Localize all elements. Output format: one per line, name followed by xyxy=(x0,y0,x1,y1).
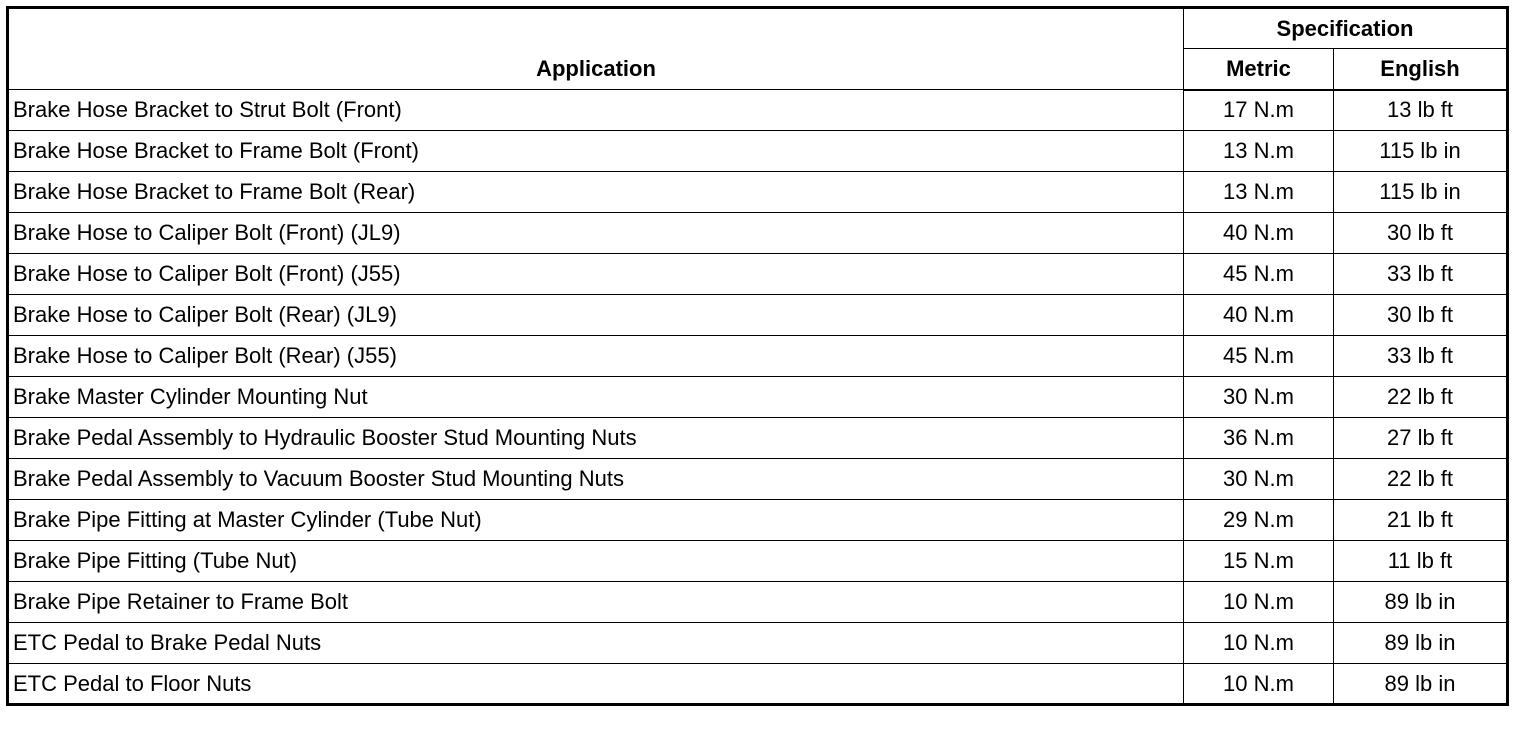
application-cell: Brake Hose to Caliper Bolt (Rear) (J55) xyxy=(8,336,1184,377)
application-cell: Brake Pipe Fitting (Tube Nut) xyxy=(8,541,1184,582)
english-cell: 89 lb in xyxy=(1334,664,1508,705)
english-cell: 30 lb ft xyxy=(1334,213,1508,254)
torque-spec-table xyxy=(6,6,1509,706)
specification-column-header: Specification xyxy=(1184,8,1508,49)
table-body xyxy=(8,90,1508,705)
application-cell: ETC Pedal to Floor Nuts xyxy=(8,664,1184,705)
english-cell: 27 lb ft xyxy=(1334,418,1508,459)
english-cell: 11 lb ft xyxy=(1334,541,1508,582)
metric-cell: 10 N.m xyxy=(1184,623,1334,664)
application-cell: Brake Hose Bracket to Frame Bolt (Rear) xyxy=(8,172,1184,213)
application-cell: Brake Hose Bracket to Frame Bolt (Front) xyxy=(8,131,1184,172)
metric-cell: 45 N.m xyxy=(1184,254,1334,295)
table-row xyxy=(8,541,1508,582)
english-cell: 89 lb in xyxy=(1334,582,1508,623)
application-cell: Brake Hose to Caliper Bolt (Rear) (JL9) xyxy=(8,295,1184,336)
application-cell: Brake Pedal Assembly to Hydraulic Booster Stud Mounting Nuts xyxy=(8,418,1184,459)
metric-cell: 13 N.m xyxy=(1184,172,1334,213)
metric-cell: 40 N.m xyxy=(1184,213,1334,254)
metric-cell: 10 N.m xyxy=(1184,664,1334,705)
table-row xyxy=(8,664,1508,705)
metric-cell: 29 N.m xyxy=(1184,500,1334,541)
english-cell: 13 lb ft xyxy=(1334,90,1508,131)
english-cell: 33 lb ft xyxy=(1334,254,1508,295)
table-row xyxy=(8,172,1508,213)
application-cell: Brake Pipe Retainer to Frame Bolt xyxy=(8,582,1184,623)
table-row xyxy=(8,336,1508,377)
table-row xyxy=(8,90,1508,131)
application-cell: Brake Hose to Caliper Bolt (Front) (JL9) xyxy=(8,213,1184,254)
table-row xyxy=(8,582,1508,623)
table-row xyxy=(8,459,1508,500)
application-cell: ETC Pedal to Brake Pedal Nuts xyxy=(8,623,1184,664)
metric-cell: 13 N.m xyxy=(1184,131,1334,172)
table-row xyxy=(8,213,1508,254)
english-cell: 22 lb ft xyxy=(1334,459,1508,500)
application-cell: Brake Hose to Caliper Bolt (Front) (J55) xyxy=(8,254,1184,295)
english-cell: 33 lb ft xyxy=(1334,336,1508,377)
metric-column-header: Metric xyxy=(1184,49,1334,90)
application-cell: Brake Pipe Fitting at Master Cylinder (Tube Nut) xyxy=(8,500,1184,541)
application-column-header: Application xyxy=(8,8,1184,90)
metric-cell: 36 N.m xyxy=(1184,418,1334,459)
table-row xyxy=(8,623,1508,664)
table-row xyxy=(8,500,1508,541)
metric-cell: 45 N.m xyxy=(1184,336,1334,377)
english-column-header: English xyxy=(1334,49,1508,90)
english-cell: 21 lb ft xyxy=(1334,500,1508,541)
table-row xyxy=(8,418,1508,459)
english-cell: 115 lb in xyxy=(1334,172,1508,213)
metric-cell: 30 N.m xyxy=(1184,459,1334,500)
table-row xyxy=(8,377,1508,418)
application-cell: Brake Master Cylinder Mounting Nut xyxy=(8,377,1184,418)
english-cell: 89 lb in xyxy=(1334,623,1508,664)
english-cell: 115 lb in xyxy=(1334,131,1508,172)
metric-cell: 40 N.m xyxy=(1184,295,1334,336)
table-row xyxy=(8,131,1508,172)
english-cell: 30 lb ft xyxy=(1334,295,1508,336)
application-cell: Brake Hose Bracket to Strut Bolt (Front) xyxy=(8,90,1184,131)
table-row xyxy=(8,295,1508,336)
application-cell: Brake Pedal Assembly to Vacuum Booster Stud Mounting Nuts xyxy=(8,459,1184,500)
metric-cell: 10 N.m xyxy=(1184,582,1334,623)
metric-cell: 30 N.m xyxy=(1184,377,1334,418)
metric-cell: 15 N.m xyxy=(1184,541,1334,582)
table-row xyxy=(8,254,1508,295)
table-header xyxy=(8,8,1508,90)
header-row-top xyxy=(8,8,1508,49)
metric-cell: 17 N.m xyxy=(1184,90,1334,131)
english-cell: 22 lb ft xyxy=(1334,377,1508,418)
